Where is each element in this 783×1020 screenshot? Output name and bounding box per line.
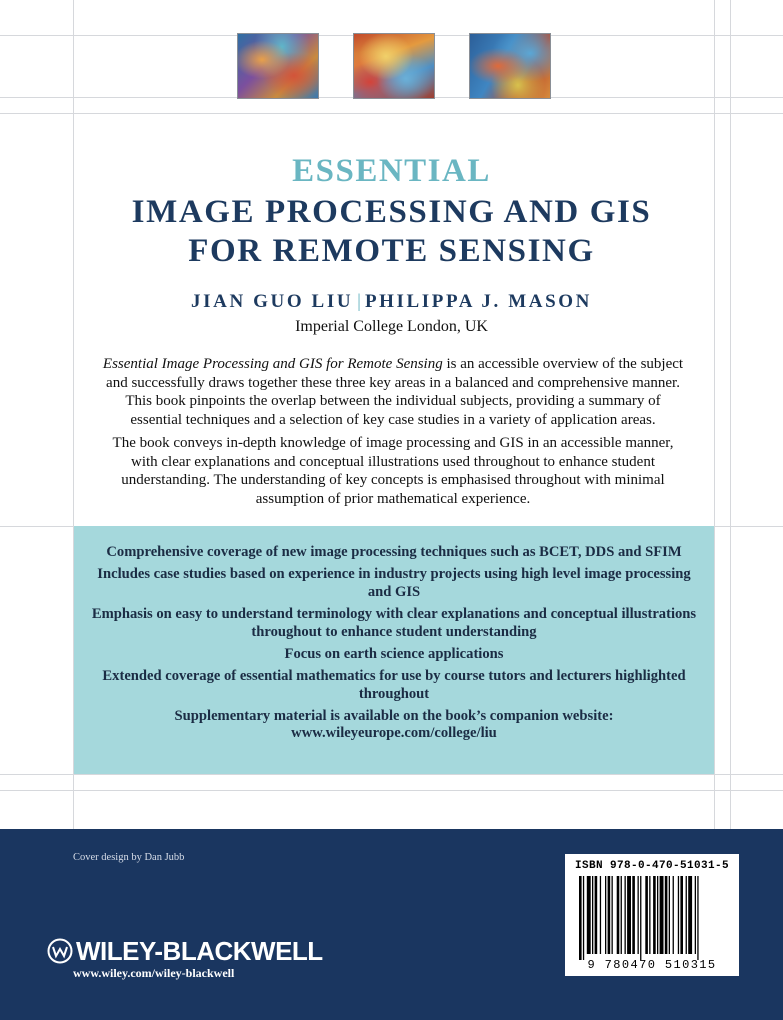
barcode-number: 9 780470 510315: [587, 958, 717, 972]
barcode-bar: [678, 876, 679, 954]
barcode-bar: [697, 876, 698, 960]
guide-line: [0, 790, 783, 791]
satellite-image-thumbnail: [237, 33, 319, 99]
feature-item: Includes case studies based on experience in industry projects using high level image processing and GIS: [97, 566, 691, 600]
title-line-2: IMAGE PROCESSING AND GIS: [131, 194, 652, 230]
wiley-emblem-icon: [47, 938, 73, 964]
barcode-bar: [587, 876, 591, 954]
barcode-bar: [600, 876, 601, 954]
author-line: [0, 291, 783, 313]
barcode-bar: [579, 876, 582, 960]
barcode-bar: [605, 876, 606, 954]
barcode-bar: [669, 876, 670, 954]
barcode-bar: [657, 876, 658, 954]
feature-item: Focus on earth science applications: [284, 645, 504, 662]
feature-item: Comprehensive coverage of new image processing techniques such as BCET, DDS and SFIM: [106, 544, 682, 560]
barcode-bar: [595, 876, 598, 954]
guide-line: [0, 774, 783, 775]
barcode: [565, 854, 739, 976]
guide-line: [730, 0, 731, 829]
title-line-3: FOR REMOTE SENSING: [188, 233, 595, 269]
features-list: [74, 526, 714, 743]
barcode-bar: [583, 876, 584, 960]
barcode-bar: [660, 876, 664, 954]
features-box: [74, 526, 714, 774]
isbn-label: ISBN 978-0-470-51031-5: [574, 860, 730, 872]
publisher-logo-text: WILEY-BLACKWELL: [76, 935, 323, 966]
barcode-bar: [665, 876, 668, 954]
feature-item: Extended coverage of essential mathematics for use by course tutors and lecturers highlighted throughout: [102, 667, 686, 702]
publisher-logo: [47, 936, 323, 966]
barcode-bar: [592, 876, 593, 954]
barcode-bar: [617, 876, 620, 954]
guide-line: [714, 0, 715, 829]
barcode-bar: [673, 876, 674, 954]
barcode-bar: [686, 876, 687, 954]
satellite-image-thumbnail: [353, 33, 435, 99]
publisher-url: www.wiley.com/wiley-blackwell: [73, 966, 235, 980]
author-name: JIAN GUO LIU: [191, 291, 354, 312]
barcode-bar: [640, 876, 641, 960]
barcode-bar: [638, 876, 639, 954]
satellite-image-thumbnail: [469, 33, 551, 99]
barcode-bars: [579, 876, 733, 960]
feature-item: Supplementary material is available on the book’s companion website: www.wileyeurope.com/college/liu: [174, 707, 614, 742]
barcode-bar: [649, 876, 650, 954]
barcode-bar: [627, 876, 631, 954]
barcode-bar: [645, 876, 648, 954]
barcode-bar: [680, 876, 683, 954]
paragraph-text: is an accessible overview of the subject and successfully draws together these three key areas in a balanced and comprehensive manner. This book pinpoints the overlap between the individual subjects, providing a summary of essential techniques and a selection of key case studies in a variety of application areas.: [106, 356, 684, 428]
barcode-bar: [608, 876, 611, 954]
barcode-bar: [632, 876, 635, 954]
feature-item: Emphasis on easy to understand terminology with clear explanations and conceptual illustrations throughout to enhance student understanding: [91, 605, 697, 640]
description-paragraph: The book conveys in-depth knowledge of image processing and GIS in an accessible manner, with clear explanations and conceptual illustrations used throughout to enhance student understanding. The understanding of key concepts is emphasised throughout with minimal assumption of prior mathematical experience.: [112, 435, 674, 507]
description-paragraph: [98, 355, 688, 429]
author-separator: |: [357, 291, 361, 312]
barcode-bar: [621, 876, 622, 954]
title-essential: ESSENTIAL: [292, 153, 491, 189]
cover-credit: Cover design by Dan Jubb: [73, 852, 185, 863]
barcode-bar: [653, 876, 656, 954]
affiliation: Imperial College London, UK: [295, 318, 488, 335]
barcode-bar: [625, 876, 626, 954]
barcode-bar: [695, 876, 696, 954]
barcode-bar: [612, 876, 613, 954]
author-name: PHILIPPA J. MASON: [364, 291, 592, 312]
book-title-italic: Essential Image Processing and GIS for Remote Sensing: [102, 356, 443, 372]
barcode-bar: [688, 876, 692, 954]
